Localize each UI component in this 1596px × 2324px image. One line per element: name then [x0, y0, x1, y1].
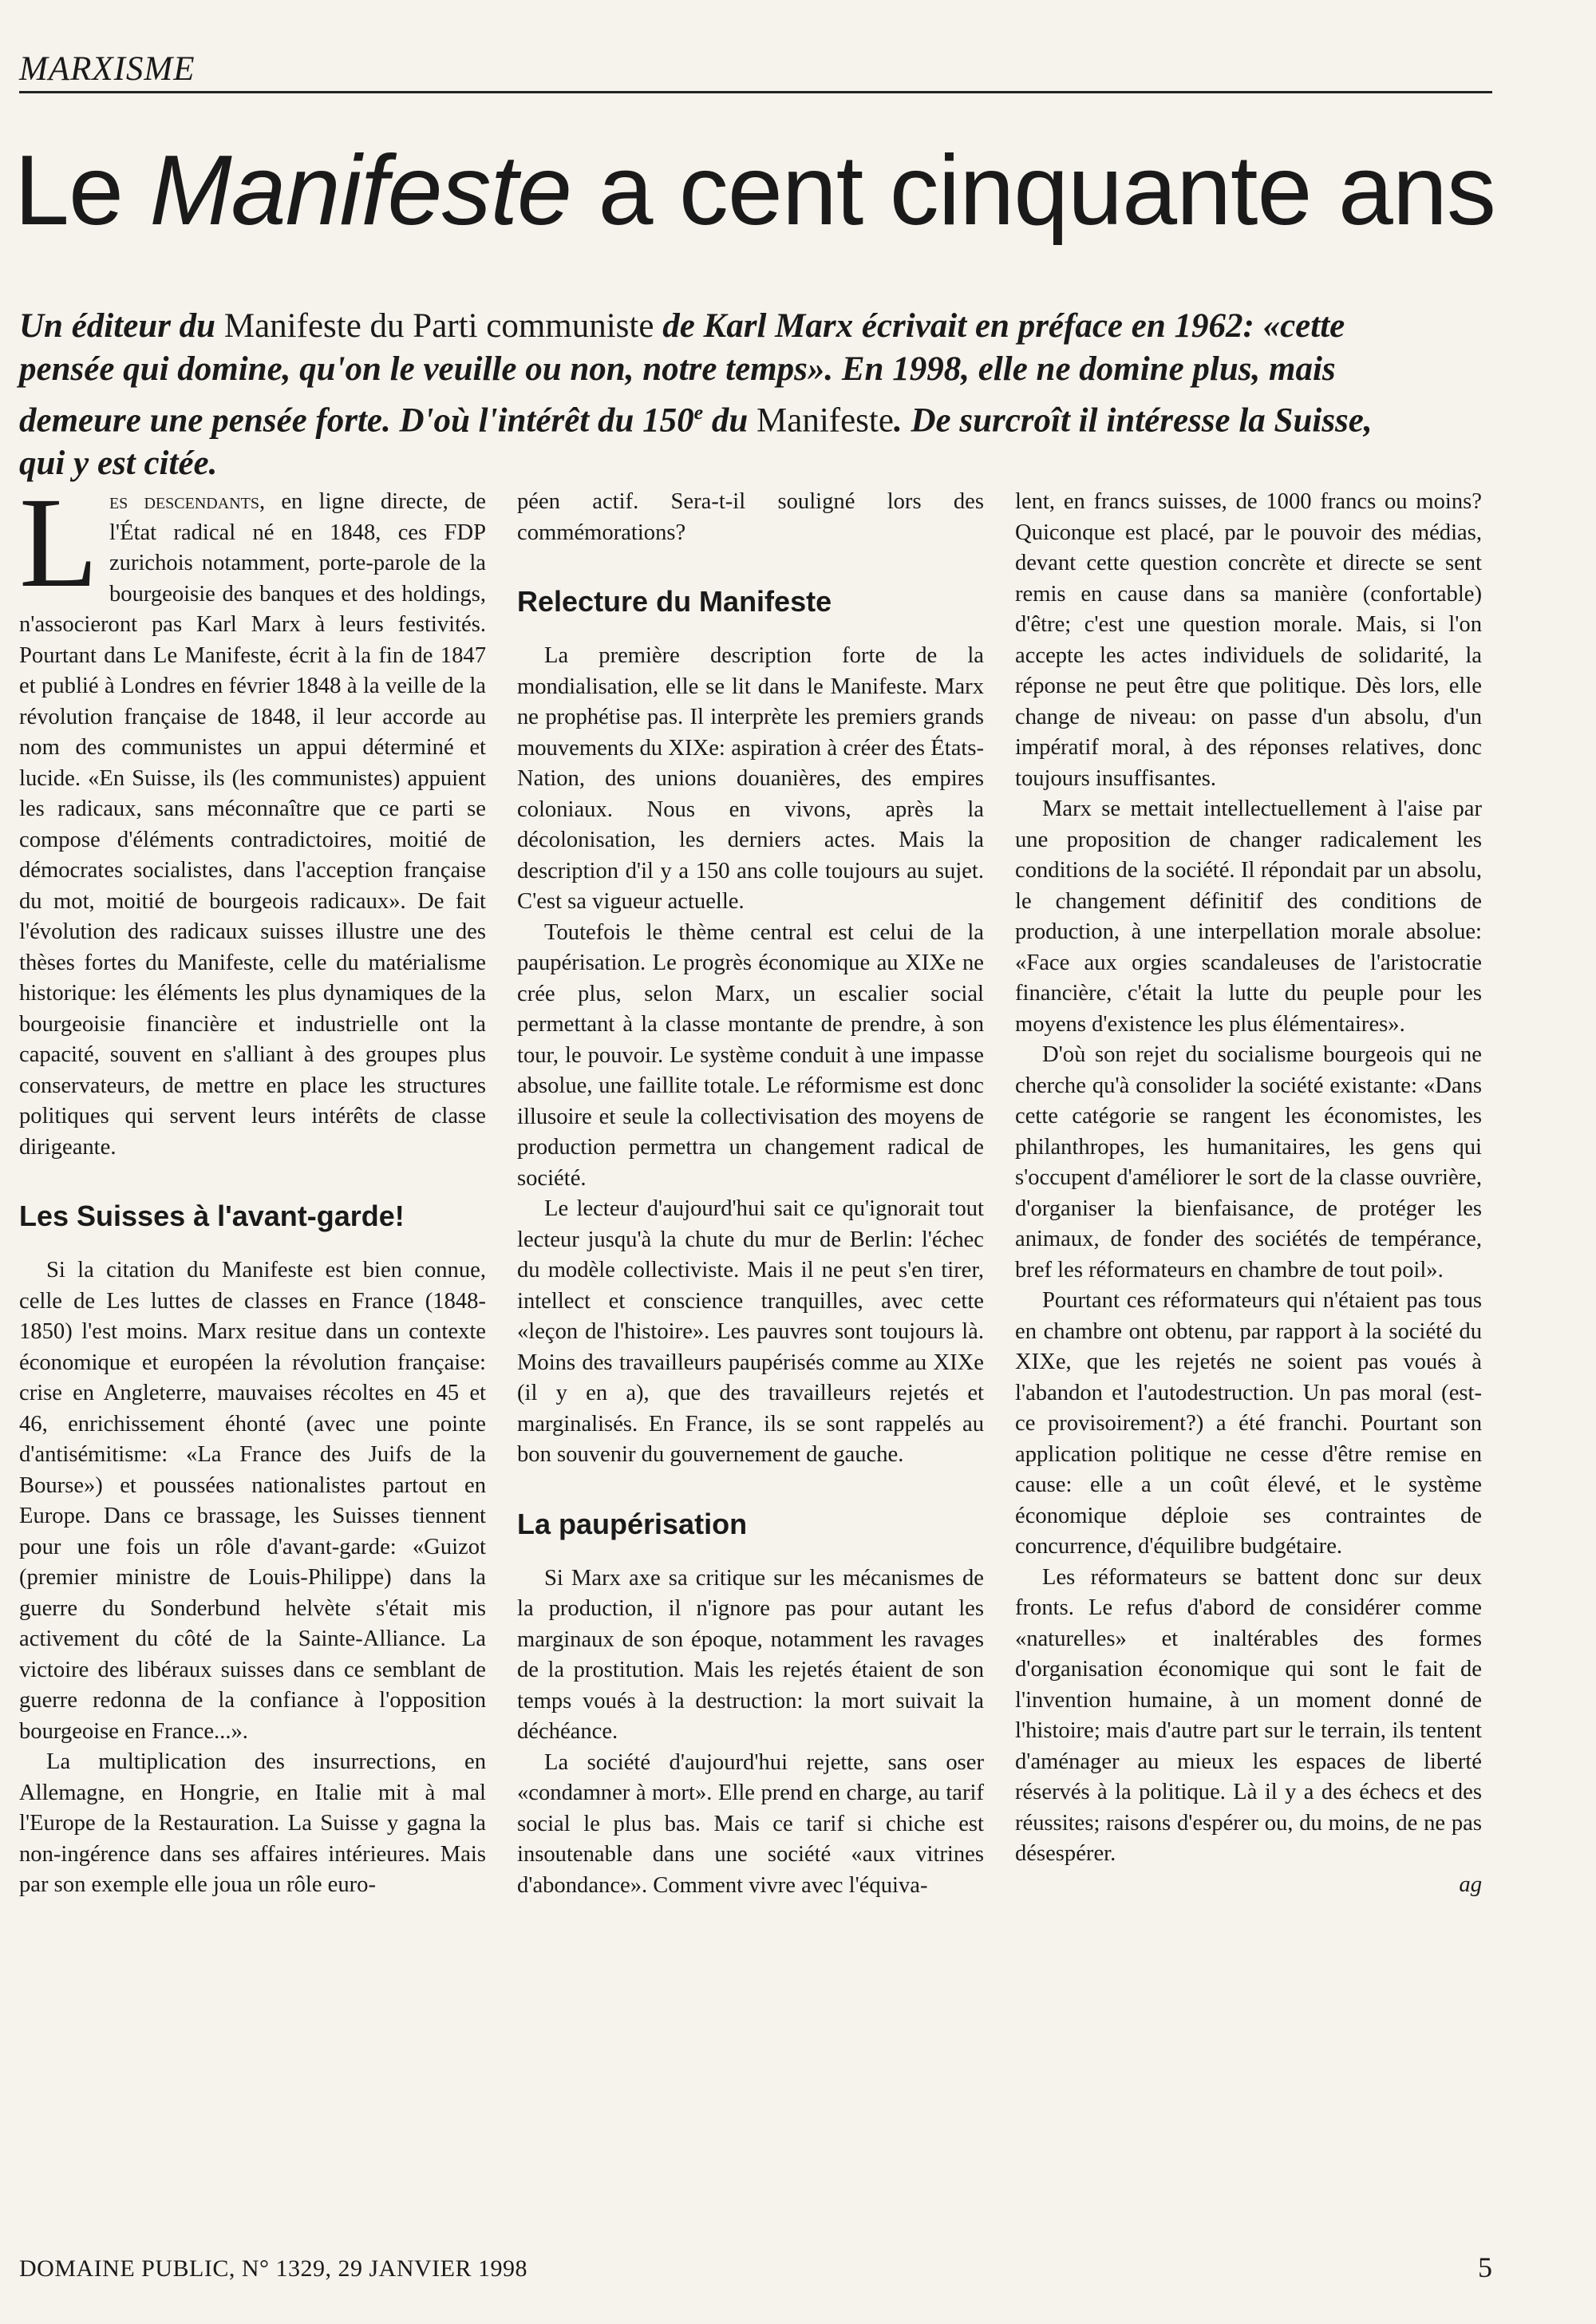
col1-p1-text: , en ligne directe, de l'État radical né en 1848, ces FDP zurichois notamment, porte-parole de la bourgeoisie des banques et des holdings, n'associeront pas Karl Marx à leurs festivités. Pourtant dans Le Manifeste, écrit à la fin de 1847 et publié à Londres en février 1848 à la veille de la révolution française de 1848, il leur accorde au nom des communistes un appui déterminé et lucide. «En Suisse, ils (les communistes) appuient les radicaux, sans méconnaître que ce parti se compose d'éléments contradictoires, moitié de démocrates socialistes, dans l'acception française du mot, moitié de bourgeois radicaux». De fait l'évolution des radicaux suisses illustre une des thèses fortes du Manifeste, celle du matérialisme historique: les éléments les plus dynamiques de la bourgeoisie financière et industrielle ont la capacité, souvent en s'alliant à des groupes plus conservateurs, de mettre en place les structures politiques qui servent leurs intérêts de classe dirigeante. [19, 489, 486, 1160]
article-title [14, 134, 1495, 247]
page-number: 5 [1478, 2251, 1492, 2283]
col3-paragraph-4: Les réformateurs se battent donc sur deux fronts. Le refus d'abord de considérer comme «naturelles» et inaltérables des formes d'organisation économique qui sont le fait de l'invention humaine, à un moment donné de l'histoire; mais d'autre part sur le terrain, ils tentent d'aménager au mieux les espaces de liberté réservés à la politique. Là il y a des échecs et des réussites; raisons d'espérer ou, du moins, de ne pas désespérer. [1015, 1564, 1482, 1866]
section-rubric: MARXISME [19, 50, 196, 88]
lead-s4: e [693, 401, 704, 424]
lead-s3: de Karl Marx écrivait en préface en 1962: «cette pensée qui domine, qu'on le veuille ou non, notre temps». En 1998, elle ne domine plus, mais demeure une pensée forte. D'où l'intérêt du 150 [19, 307, 1345, 440]
col2-paragraph-5: La société d'aujourd'hui rejette, sans oser «condamner à mort». Elle prend en charge, au tarif social le plus bas. Mais ce tarif si chiche est insoutenable dans une société «aux vitrines d'abondance». Comment vivre avec l'équiva- [517, 1749, 984, 1898]
col2-paragraph-1: La première description forte de la mondialisation, elle se lit dans le Manifeste. Marx ne prophétise pas. Il interprète les premiers grands mouvements du XIXe: aspiration à créer des États-Nation, des unions douanières, des empires coloniaux. Nous en vivons, après la décolonisation, les derniers actes. Mais la description d'il y a 150 ans colle toujours au sujet. C'est sa vigueur actuelle. [517, 643, 984, 914]
lead-s6: Manifeste [757, 401, 894, 440]
lead-s2: Manifeste du Parti communiste [223, 307, 654, 345]
heading-pauperisation: La paupérisation [517, 1507, 748, 1540]
col1-paragraph-1 [19, 472, 486, 1163]
col1-paragraph-3: La multiplication des insurrections, en Allemagne, en Hongrie, en Italie mit à mal l'Europe de la Restauration. La Suisse y gagna la non-ingérence dans ses affaires intérieures. Mais par son exemple elle joua un rôle euro- [19, 1749, 486, 1897]
col2-paragraph-4: Si Marx axe sa critique sur les mécanismes de la production, il n'ignore pas pour autant les marginaux de son époque, notamment les ravages de la prostitution. Mais les rejetés étaient de son temps voués à la destruction: la mort suivait la déchéance. [517, 1565, 984, 1744]
column-1 [19, 472, 486, 1901]
lead-s5: du [703, 401, 757, 440]
col3-paragraph-3: Pourtant ces réformateurs qui n'étaient pas tous en chambre ont obtenu, par rapport à la société du XIXe, que les rejetés ne soient pas voués à l'abandon et l'autodestruction. Un pas moral (est-ce provisoirement?) a été franchi. Pourtant son application politique ne cesse d'être remise en cause: elle a un coût élevé, et le système économique déploie ses contraintes de concurrence, d'équilibre budgétaire. [1015, 1288, 1482, 1559]
title-part-after: a cent cinquante ans [571, 136, 1495, 246]
col3-paragraph-2: D'où son rejet du socialisme bourgeois qui ne cherche qu'à consolider la société existante: «Dans cette catégorie se rangent les économistes, les philanthropes, les humanitaires, les gens qui s'occupent d'améliorer le sort de la classe ouvrière, d'organiser la bienfaisance, de protéger les animaux, de fonder des sociétés de tempérance, bref les réformateurs en chambre de tout poil». [1015, 1042, 1482, 1283]
column-2 [517, 487, 984, 1901]
col3-paragraph-0: lent, en francs suisses, de 1000 francs ou moins? Quiconque est placé, par le pouvoir des médias, devant cette question concrète et directe se sent remis en cause dans sa manière (confortable) d'être; c'est une question morale. Mais, si l'on accepte les actes individuels de solidarité, la réponse ne peut être que politique. Dès lors, elle change de niveau: on passe d'un absolu, d'un impératif moral, à des réponses relatives, donc toujours insuffisantes. [1015, 489, 1482, 791]
author-signature: ag [1459, 1871, 1482, 1897]
title-part-em: Manifeste [149, 136, 571, 246]
column-3 [1015, 487, 1482, 1900]
col1-paragraph-2: Si la citation du Manifeste est bien connue, celle de Les luttes de classes en France (1848-1850) l'est moins. Marx resitue dans un contexte économique et européen la révolution française: crise en Angleterre, mauvaises récoltes en 45 et 46, enrichissement éhonté (avec une pointe d'antisémitisme: «La France des Juifs de la Bourse») et poussées nationalistes partout en Europe. Dans ce brassage, les Suisses tiennent pour une fois un rôle d'avant-garde: «Guizot (premier ministre de Louis-Philippe) dans la guerre du Sonderbund helvète s'était mis activement du côté de la Sainte-Alliance. La victoire des libéraux suisses dans ce semblant de guerre redonna de la confiance à l'opposition bourgeoise en France...». [19, 1258, 486, 1744]
heading-suisses: Les Suisses à l'avant-garde! [19, 1200, 405, 1232]
lead-paragraph [19, 305, 1392, 485]
header-rule [19, 91, 1492, 93]
title-part-before: Le [14, 136, 150, 246]
drop-cap: L [19, 472, 98, 615]
col2-paragraph-2: Toutefois le thème central est celui de la paupérisation. Le progrès économique au XIXe ne crée plus, selon Marx, un escalier social permettant à la classe montante de prendre, à son tour, le pouvoir. Le système conduit à une impasse absolue, une faillite totale. Le réformisme est donc illusoire et seule la collectivisation des moyens de production permettra un changement radical de société. [517, 919, 984, 1191]
heading-relecture: Relecture du Manifeste [517, 585, 832, 618]
col2-paragraph-0: péen actif. Sera-t-il souligné lors des commémorations? [517, 489, 984, 545]
lead-s7: . De surcroît il intéresse la Suisse, qui y est citée. [19, 401, 1373, 483]
col3-paragraph-1: Marx se mettait intellectuellement à l'aise par une proposition de changer radicalement les conditions de la société. Il répondait par un absolu, le changement définitif des conditions de production, à une interpellation morale absolue: «Face aux orgies scandaleuses de l'aristocratie financière, c'était la lutte du peuple pour les moyens d'existence les plus élémentaires». [1015, 796, 1482, 1037]
footer-publication: DOMAINE PUBLIC, N° 1329, 29 JANVIER 1998 [19, 2255, 527, 2282]
col2-paragraph-3: Le lecteur d'aujourd'hui sait ce qu'ignorait tout lecteur jusqu'à la chute du mur de Berlin: l'échec du modèle collectiviste. Mais il ne peut s'en tirer, intellect et conscience tranquilles, avec cette «leçon de l'histoire». Les pauvres sont toujours là. Moins des travailleurs paupérisés comme au XIXe (il y en a), que des travailleurs rejetés et marginalisés. En France, ils se sont rappelés au bon souvenir du gouvernement de gauche. [517, 1196, 984, 1467]
lead-s1: Un éditeur du [19, 307, 224, 345]
col1-small-caps: es descendants [109, 489, 259, 514]
